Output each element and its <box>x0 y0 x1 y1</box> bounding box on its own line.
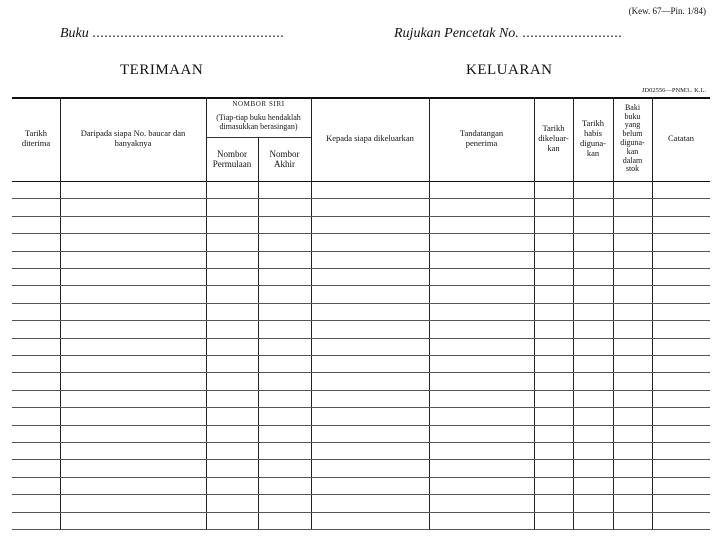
header-daripada-siapa: Daripada siapa No. baucar dan banyaknya <box>80 128 186 148</box>
form-code: (Kew. 67—Pin. 1/84) <box>628 6 706 16</box>
table-row <box>12 285 710 286</box>
rujukan-fill-line: ......................... <box>522 26 623 41</box>
header-nombor-permulaan: Nombor Permulaan <box>212 148 252 169</box>
section-title-keluaran: KELUARAN <box>466 62 553 78</box>
table-row <box>12 372 710 373</box>
table-row <box>12 303 710 304</box>
header-tarikh-habis: Tarikh habis diguna- kan <box>580 118 606 158</box>
buku-fill-line: ................................................ <box>92 26 285 41</box>
table-row <box>12 477 710 478</box>
section-title-terimaan: TERIMAAN <box>120 62 204 78</box>
ledger-table <box>12 97 710 529</box>
header-nombor-akhir: Nombor Akhir <box>269 148 300 169</box>
table-row <box>12 425 710 426</box>
rujukan-label: Rujukan Pencetak No. <box>394 26 519 41</box>
header-kepada-siapa: Kepada siapa dikeluarkan <box>326 133 414 144</box>
table-row <box>12 407 710 408</box>
table-row <box>12 216 710 217</box>
table-row <box>12 338 710 339</box>
header-nombor-siri-note: (Tiap-tiap buku hendaklah dimasukkan berasingan) <box>216 113 301 131</box>
rujukan-field[interactable] <box>394 26 622 42</box>
table-row <box>12 390 710 391</box>
header-catatan: Catatan <box>668 133 694 144</box>
table-row <box>12 198 710 199</box>
table-row <box>12 320 710 321</box>
table-row <box>12 233 710 234</box>
header-nombor-siri: NOMBOR SIRI <box>232 99 285 108</box>
header-baki-buku: Baki buku yang belum diguna- kan dalam stok <box>620 102 645 174</box>
table-row <box>12 459 710 460</box>
table-row <box>12 529 710 530</box>
table-row <box>12 442 710 443</box>
table-row <box>12 251 710 252</box>
table-row <box>12 494 710 495</box>
table-row <box>12 268 710 269</box>
buku-label: Buku <box>60 26 89 41</box>
col-divider <box>258 137 259 529</box>
buku-field[interactable] <box>60 26 284 42</box>
table-row <box>12 512 710 513</box>
reference-code: JD02556—PNM3.. K.L. <box>641 87 706 94</box>
table-header-rule <box>12 181 710 182</box>
table-row <box>12 355 710 356</box>
header-tarikh-dikeluarkan: Tarikh dikeluar- kan <box>538 123 569 153</box>
header-tandatangan: Tandatangan penerima <box>459 128 504 148</box>
header-tarikh-diterima: Tarikh diterima <box>21 128 51 148</box>
